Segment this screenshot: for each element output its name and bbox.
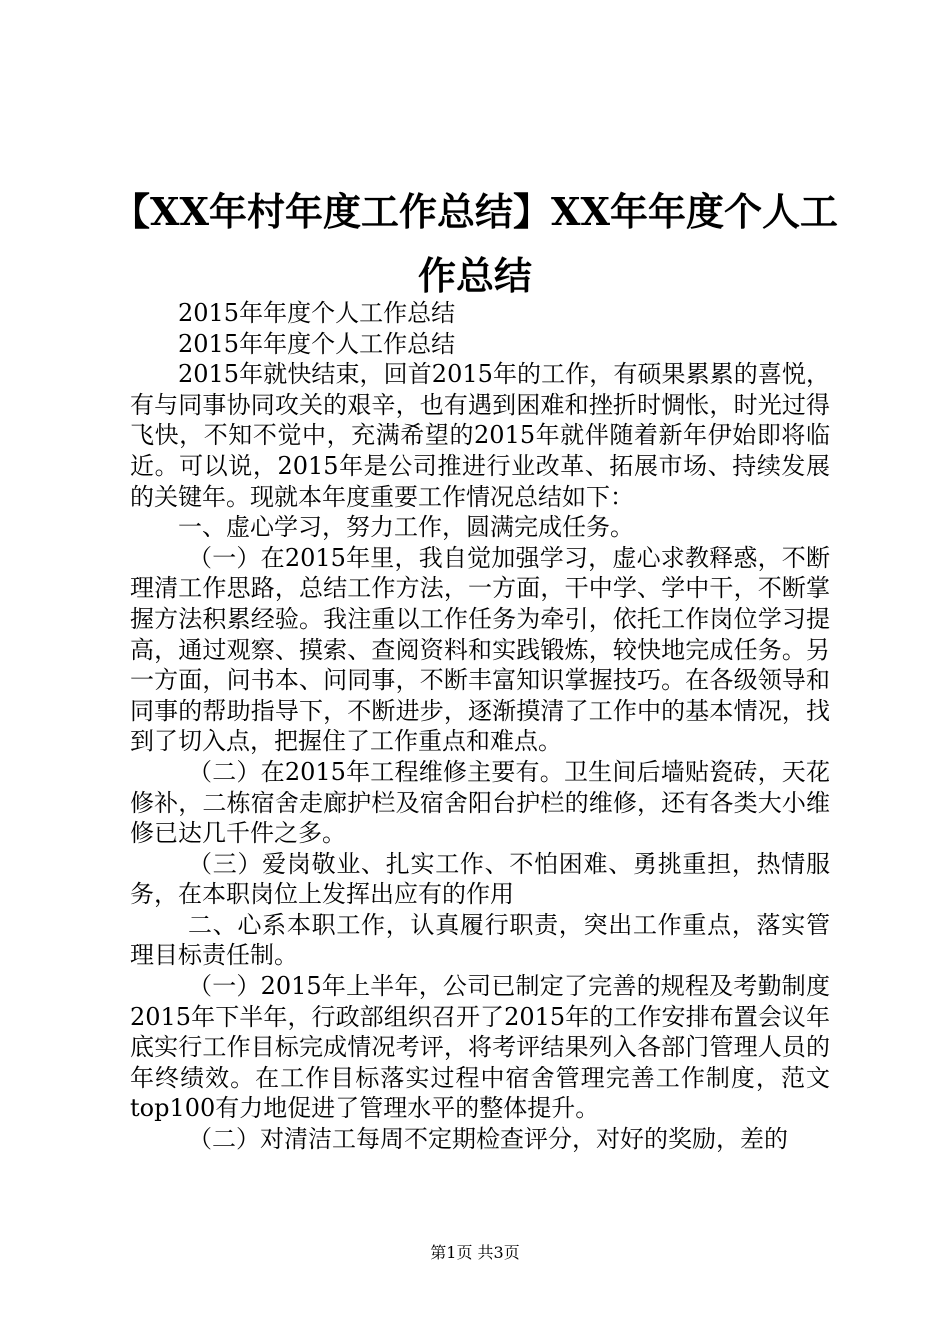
paragraph: 2015年年度个人工作总结 xyxy=(178,329,456,358)
document-body xyxy=(130,298,830,1155)
page-footer: 第1页 共3页 xyxy=(430,1243,520,1262)
paragraph: （一）在2015年里，我自觉加强学习，虚心求教释惑，不断理清工作思路，总结工作方法，一方面，干中学、学中干，不断掌握方法积累经验。我注重以工作任务为牵引，依托工作岗位学习提高，通过观察、摸索、查阅资料和实践锻炼，较快地完成任务。另一方面，问书本、问同事，不断丰富知识掌握技巧。在各级领导和同事的帮助指导下，不断进步，逐渐摸清了工作中的基本情况，找到了切入点，把握住了工作重点和难点。 xyxy=(130,543,830,756)
paragraph: （二）对清洁工每周不定期检查评分，对好的奖励，差的 xyxy=(188,1125,788,1154)
section-heading: 二、心系本职工作，认真履行职责，突出工作重点，落实管理目标责任制。 xyxy=(130,910,830,970)
document-title: 【XX年村年度工作总结】XX年年度个人工作总结 xyxy=(112,189,838,298)
paragraph: （二）在2015年工程维修主要有。卫生间后墙贴瓷砖，天花修补，二栋宿舍走廊护栏及宿舍阳台护栏的维修，还有各类大小维修已达几千件之多。 xyxy=(130,757,830,848)
paragraph: （三）爱岗敬业、扎实工作、不怕困难、勇挑重担，热情服务，在本职岗位上发挥出应有的作用 xyxy=(130,849,830,909)
paragraph: （一）2015年上半年，公司已制定了完善的规程及考勤制度2015年下半年，行政部组织召开了2015年的工作安排布置会议年底实行工作目标完成情况考评，将考评结果列入各部门管理人员的年终绩效。在工作目标落实过程中宿舍管理完善工作制度，范文top100有力地促进了管理水平的整体提升。 xyxy=(130,972,830,1123)
section-heading: 一、虚心学习，努力工作，圆满完成任务。 xyxy=(178,513,634,542)
paragraph: 2015年就快结束，回首2015年的工作，有硕果累累的喜悦，有与同事协同攻关的艰辛，也有遇到困难和挫折时惆怅，时光过得飞快，不知不觉中，充满希望的2015年就伴随着新年伊始即将临近。可以说，2015年是公司推进行业改革、拓展市场、持续发展的关键年。现就本年度重要工作情况总结如下： xyxy=(130,360,830,511)
paragraph: 2015年年度个人工作总结 xyxy=(178,299,456,327)
